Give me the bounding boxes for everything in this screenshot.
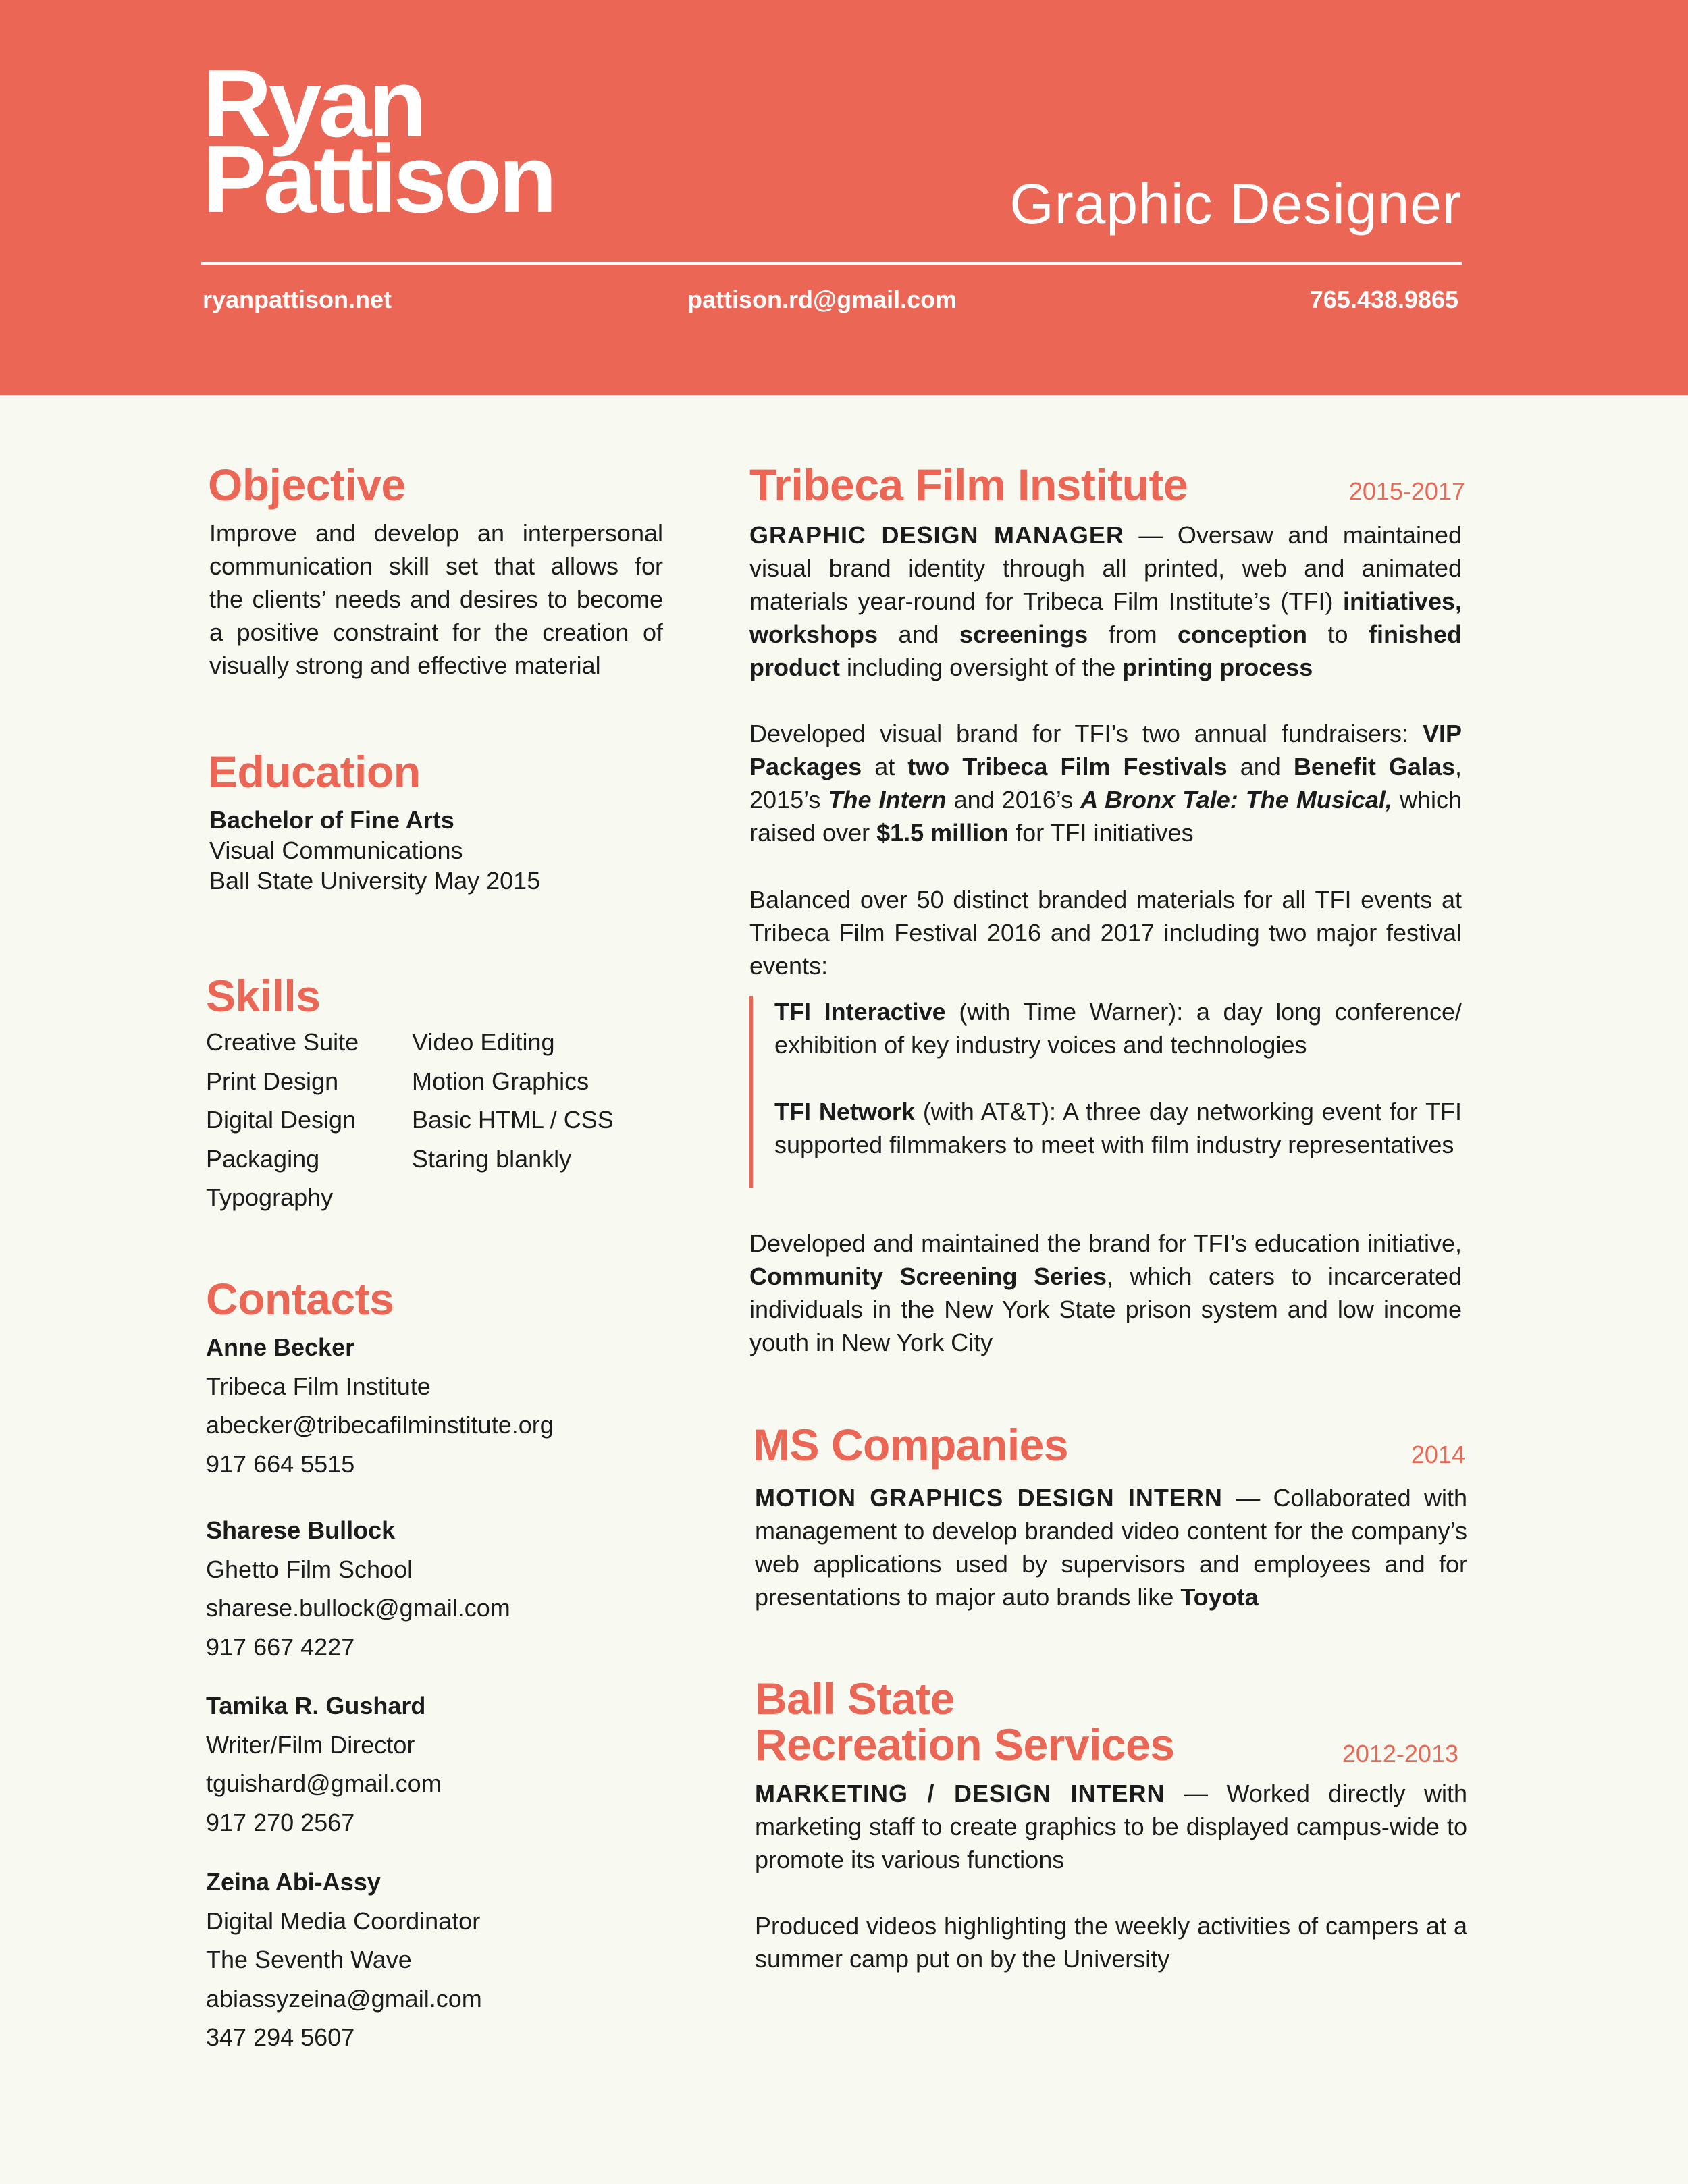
job-title: Graphic Designer <box>1009 172 1462 236</box>
tribeca-paragraph-3: Balanced over 50 distinct branded materials for all TFI events at Tribeca Film Festival 2016 and 2017 including two major festival events: <box>749 886 1462 980</box>
bold-run: Toyota <box>1180 1583 1259 1611</box>
contact-organization: Tribeca Film Institute <box>206 1372 431 1400</box>
tribeca-paragraph-2 <box>749 717 1462 849</box>
bold-run: Community Screening Series <box>749 1262 1107 1290</box>
bold-run: TFI Interactive <box>774 998 946 1026</box>
contact-organization: The Seventh Wave <box>206 1946 412 1973</box>
skills-column-1 <box>206 1023 359 1217</box>
bold-run: conception <box>1178 620 1308 648</box>
text-run: (with AT&T): A three day networking event for TFI supported filmmakers to meet with film industry representatives <box>774 1098 1462 1158</box>
ball-state-heading <box>755 1676 1175 1767</box>
major: Visual Communications <box>209 836 463 864</box>
ball-state-paragraph-1 <box>755 1777 1467 1876</box>
tribeca-paragraph-4 <box>749 1227 1462 1359</box>
email-link[interactable]: pattison.rd@gmail.com <box>687 286 957 313</box>
contact-phone: 917 270 2567 <box>206 1808 355 1836</box>
text-run: (with Time Warner): a day long conference/ exhibition of key industry voices and technologies <box>774 998 1462 1059</box>
objective-line: communication skill set that allows for <box>209 552 663 580</box>
ball-state-heading-line-1: Ball State <box>755 1674 955 1724</box>
contact-zeina-abi-assy <box>206 1863 482 2057</box>
skill-item: Digital Design <box>206 1106 357 1134</box>
contact-phone: 917 664 5515 <box>206 1449 355 1478</box>
contact-phone: 347 294 5607 <box>206 2023 355 2051</box>
text-run: Collaborated with management to develop branded video content for the company’s web applications used by supervisors and employees and for presentations to major auto brands like <box>755 1484 1468 1611</box>
contact-email[interactable]: abiassyzeina@gmail.com <box>206 1984 482 2013</box>
contact-name: Anne Becker <box>206 1333 355 1361</box>
bold-run: Benefit Galas <box>1293 753 1455 780</box>
tribeca-paragraph-1 <box>749 518 1462 684</box>
dash: — <box>1124 521 1178 549</box>
skill-item: Motion Graphics <box>412 1067 589 1095</box>
skill-item: Creative Suite <box>206 1028 359 1056</box>
bold-italic-run: A Bronx Tale: The Musical, <box>1080 786 1392 814</box>
objective-line: visually strong and effective material <box>209 651 601 679</box>
text-run: for TFI initiatives <box>1009 819 1194 847</box>
tribeca-dates: 2015-2017 <box>1348 477 1465 505</box>
contacts-heading: Contacts <box>206 1274 394 1324</box>
contact-tamika-gushard <box>206 1686 442 1842</box>
education-block <box>209 805 540 896</box>
ms-role: MOTION GRAPHICS DESIGN INTERN <box>755 1484 1223 1512</box>
ball-state-role: MARKETING / DESIGN INTERN <box>755 1780 1165 1807</box>
objective-line: Improve and develop an interpersonal <box>209 519 663 547</box>
text-run: and 2016’s <box>946 786 1081 814</box>
header-banner <box>0 0 1688 395</box>
skill-item: Print Design <box>206 1067 339 1095</box>
text-run: to <box>1307 620 1369 648</box>
text-run: Developed visual brand for TFI’s two annual fundraisers: <box>749 720 1423 747</box>
text-run: from <box>1088 620 1178 648</box>
contact-anne-becker <box>206 1328 554 1483</box>
objective-text <box>209 516 663 682</box>
skill-item: Video Editing <box>412 1028 555 1056</box>
text-run: Oversaw and maintained visual brand identity through all printed, web and animated materials year-round for Tribeca Film Institute’s (TFI) <box>749 521 1462 615</box>
contact-name: Zeina Abi-Assy <box>206 1868 381 1896</box>
contact-name: Tamika R. Gushard <box>206 1692 426 1720</box>
ms-companies-dates: 2014 <box>1410 1441 1465 1468</box>
dash: — <box>1165 1780 1227 1807</box>
skills-heading: Skills <box>206 971 321 1021</box>
contact-organization: Digital Media Coordinator <box>206 1907 481 1935</box>
text-run: and <box>1227 753 1294 780</box>
education-heading: Education <box>208 747 421 797</box>
text-run: , 2015’s <box>749 753 1462 814</box>
bold-run: TFI Network <box>774 1098 915 1125</box>
tfi-network-item <box>774 1095 1462 1161</box>
ball-state-paragraph-2: Produced videos highlighting the weekly activities of campers at a summer camp put on by the University <box>755 1912 1467 1973</box>
objective-line: the clients’ needs and desires to become <box>209 585 663 613</box>
text-run: which raised over <box>749 786 1462 847</box>
tribeca-heading: Tribeca Film Institute <box>749 460 1188 510</box>
dash: — <box>1222 1484 1273 1512</box>
bold-run: screenings <box>959 620 1088 648</box>
contact-email[interactable]: abecker@tribecafilminstitute.org <box>206 1411 554 1439</box>
applicant-name <box>203 50 554 233</box>
objective-heading: Objective <box>208 460 406 510</box>
bold-run: printing process <box>1122 654 1313 681</box>
skill-item: Typography <box>206 1183 334 1211</box>
tfi-interactive-item <box>774 995 1462 1061</box>
degree: Bachelor of Fine Arts <box>209 806 454 834</box>
contact-organization: Writer/Film Director <box>206 1730 415 1759</box>
school: Ball State University May 2015 <box>209 867 541 895</box>
contact-email[interactable]: sharese.bullock@gmail.com <box>206 1594 510 1622</box>
ms-companies-heading: MS Companies <box>753 1420 1069 1470</box>
bold-run: $1.5 million <box>876 819 1009 847</box>
bold-italic-run: The Intern <box>828 786 947 814</box>
phone-number: 765.438.9865 <box>1309 286 1458 313</box>
tribeca-role: GRAPHIC DESIGN MANAGER <box>749 521 1124 549</box>
text-run: at <box>862 753 908 780</box>
text-run: , which caters to incarcerated individuals in the New York State prison system and low income youth in New York City <box>749 1262 1462 1356</box>
contact-name: Sharese Bullock <box>206 1516 396 1544</box>
text-run: and <box>878 620 960 648</box>
ball-state-heading-line-2: Recreation Services <box>755 1720 1175 1769</box>
contact-phone: 917 667 4227 <box>206 1632 355 1661</box>
header-divider <box>201 262 1462 265</box>
skill-item: Staring blankly <box>412 1144 572 1173</box>
objective-line: a positive constraint for the creation of <box>209 618 663 646</box>
contact-email[interactable]: tguishard@gmail.com <box>206 1769 442 1797</box>
quote-accent-bar <box>749 996 753 1188</box>
ms-companies-paragraph <box>755 1481 1467 1614</box>
website-link[interactable]: ryanpattison.net <box>203 286 392 313</box>
ball-state-dates: 2012-2013 <box>1342 1740 1458 1767</box>
bold-run: finished product <box>749 620 1462 681</box>
first-name: Ryan <box>203 50 424 157</box>
skill-item: Packaging <box>206 1144 320 1173</box>
contact-organization: Ghetto Film School <box>206 1555 413 1583</box>
text-run: Worked directly with marketing staff to create graphics to be displayed campus-wide to promote its various functions <box>755 1780 1467 1873</box>
contact-sharese-bullock <box>206 1511 510 1666</box>
bold-run: two Tribeca Film Festivals <box>907 753 1228 780</box>
text-run: including oversight of the <box>839 654 1123 681</box>
skills-column-2 <box>412 1023 614 1178</box>
bold-run: initiatives, workshops <box>749 587 1462 648</box>
last-name: Pattison <box>203 126 554 233</box>
text-run: Developed and maintained the brand for TFI’s education initiative, <box>749 1229 1462 1257</box>
bold-run: VIP Packages <box>749 720 1462 780</box>
skill-item: Basic HTML / CSS <box>412 1106 614 1134</box>
